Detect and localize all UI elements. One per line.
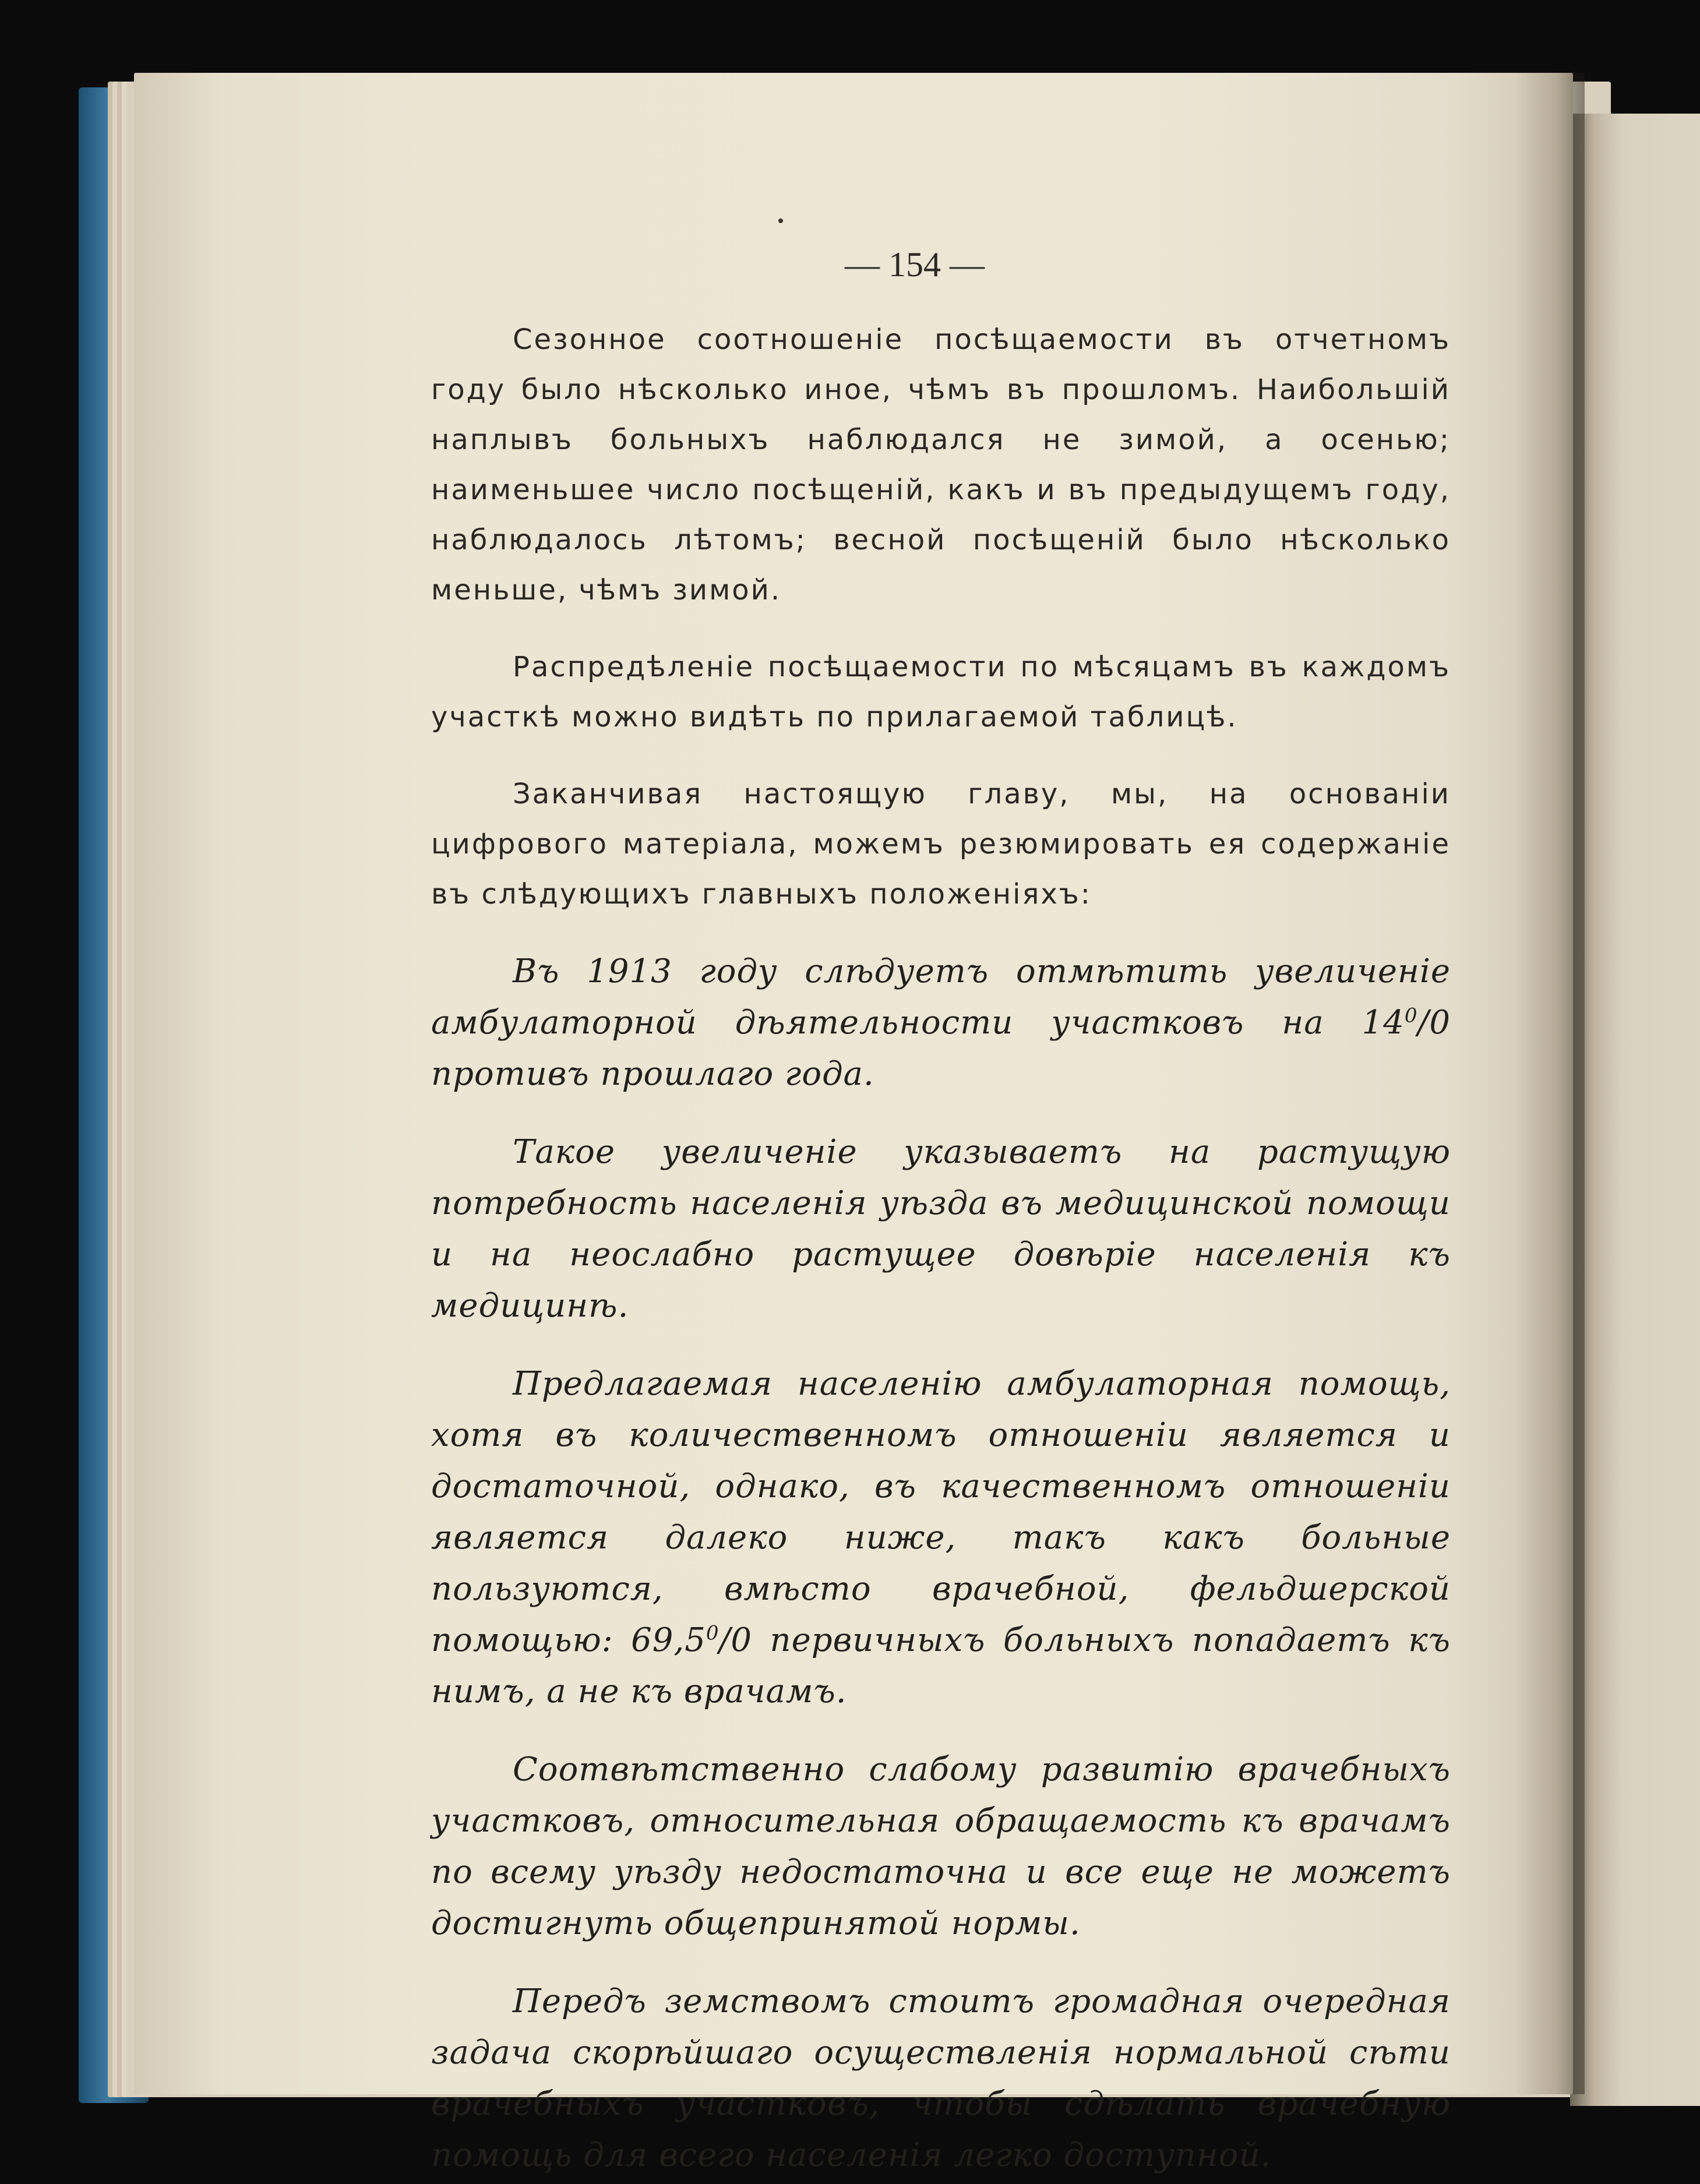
paragraph-seasonal-attendance: Сезонное соотношеніе посѣщаемости въ отчетномъ году было нѣсколько иное, чѣмъ въ прошломъ. Наибольшій наплывъ больныхъ наблюдался не зимой, а осенью; наименьшее число посѣщеній, какъ и въ предыдущемъ году, наблюдалось лѣтомъ; весной посѣщеній было нѣсколько меньше, чѣмъ зимой. xyxy=(431,323,1451,606)
gutter-shadow xyxy=(1515,73,1585,2094)
percent-superscript: 0 xyxy=(1404,1004,1418,1028)
percent-superscript: 0 xyxy=(706,1621,719,1645)
conclusion-item xyxy=(431,1976,1451,2181)
conclusion-item xyxy=(431,1127,1451,1332)
ink-speck xyxy=(778,218,783,223)
paragraph-chapter-summary: Заканчивая настоящую главу, мы, на основаніи цифрового матеріала, можемъ резюмировать ея содержаніе въ слѣдующихъ главныхъ положеніяхъ: xyxy=(431,778,1451,911)
conclusion-text: Такое увеличеніе указываетъ на растущую потребность населенія уѣзда въ медицинской помощи и на неослабно растущее довѣріе населенія къ медицинѣ. xyxy=(431,1133,1451,1325)
conclusion-text: Передъ земствомъ стоитъ громадная очередная задача скорѣйшаго осуществленія нормальной сѣти врачебныхъ участковъ, чтобы сдѣлать врачебную помощь для всего населенія легко доступной. xyxy=(431,1982,1451,2174)
conclusion-text-tail: /0 первичныхъ больныхъ попадаетъ къ нимъ, а не къ врачамъ. xyxy=(431,1621,1451,1710)
conclusions-list xyxy=(431,946,1451,2181)
page-body xyxy=(431,315,1451,2184)
conclusion-text-tail: /0 противъ прошлаго года. xyxy=(431,1004,1451,1093)
paragraph-monthly-distribution: Распредѣленіе посѣщаемости по мѣсяцамъ въ каждомъ участкѣ можно видѣть по прилагаемой таблицѣ. xyxy=(431,651,1451,733)
conclusion-text: Предлагаемая населенію амбулаторная помощь, хотя въ количественномъ отношеніи является и достаточной, однако, въ качественномъ отношеніи является далеко ниже, такъ какъ больные пользуются, вмѣсто врачебной, фельдшерской помощью: 69,5 xyxy=(431,1365,1451,1659)
conclusion-text: Въ 1913 году слѣдуетъ отмѣтить увеличеніе амбулаторной дѣятельности участковъ на 14 xyxy=(431,952,1451,1042)
conclusion-text: Соотвѣтственно слабому развитію врачебныхъ участковъ, относительная обращаемость къ врачамъ по всему уѣзду недостаточна и все еще не можетъ достигнуть общепринятой нормы. xyxy=(431,1751,1451,1942)
page-number: — 154 — xyxy=(845,245,985,284)
next-page-edge xyxy=(1570,114,1700,2106)
conclusion-item xyxy=(431,1359,1451,1717)
conclusion-item xyxy=(431,946,1451,1100)
conclusion-item xyxy=(431,1744,1451,1949)
